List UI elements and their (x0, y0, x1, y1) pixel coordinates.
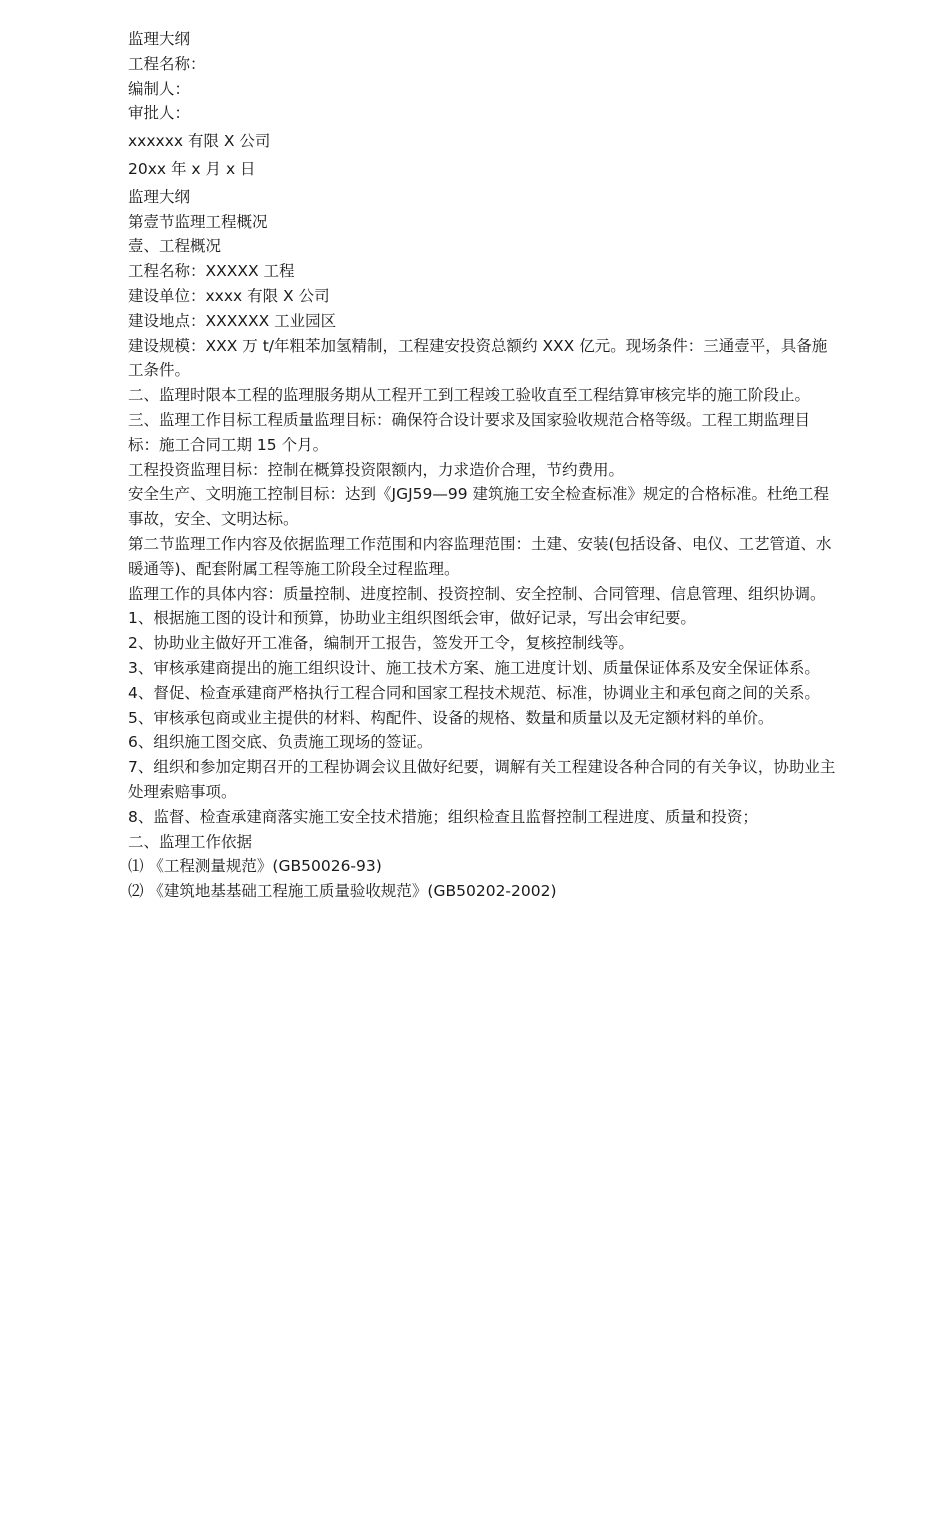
basis-item: ⑵ 《建筑地基基础工程施工质量验收规范》(GB50202-2002) (128, 882, 557, 901)
company-name: xxxxxx 有限 X 公司 (128, 132, 271, 151)
location: 建设地点：XXXXXX 工业园区 (128, 311, 337, 330)
scale-paragraph: 建设规模：XXX 万 t/年粗苯加氢精制，工程建安投资总额约 XXX 亿元。现场条件：三通壹平，具备施工条件。 (128, 336, 828, 380)
list-item: 2、协助业主做好开工准备，编制开工报告，签发开工令，复核控制线等。 (128, 634, 634, 653)
investment-goal: 工程投资监理目标：控制在概算投资限额内，力求造价合理，节约费用。 (128, 460, 625, 479)
cover-title: 监理大纲 (128, 30, 191, 48)
basis-heading: 二、监理工作依据 (128, 832, 253, 851)
specific-content-paragraph: 监理工作的具体内容：质量控制、进度控制、投资控制、安全控制、合同管理、信息管理、组织协调。 (128, 584, 826, 603)
sub1-heading: 壹、工程概况 (128, 237, 222, 256)
section2-scope-paragraph: 第二节监理工作内容及依据监理工作范围和内容监理范围：土建、安装(包括设备、电仪、工艺管道、水暖通等)、配套附属工程等施工阶段全过程监理。 (128, 534, 832, 578)
list-item: 7、组织和参加定期召开的工程协调会议且做好纪要，调解有关工程建设各种合同的有关争议，协助业主处理索赔事项。 (128, 758, 836, 801)
document-date: 20xx 年 x 月 x 日 (128, 159, 256, 178)
approver-label: 审批人： (128, 104, 191, 123)
list-item: 1、根据施工图的设计和预算，协助业主组织图纸会审，做好记录，写出会审纪要。 (128, 609, 696, 628)
section1-heading: 第壹节监理工程概况 (128, 212, 268, 231)
list-item: 5、审核承包商或业主提供的材料、构配件、设备的规格、数量和质量以及无定额材料的单价。 (128, 708, 774, 727)
builder: 建设单位：xxxx 有限 X 公司 (128, 286, 330, 305)
body-title: 监理大纲 (128, 187, 191, 206)
document-page (128, 27, 836, 904)
list-item: 6、组织施工图交底、负责施工现场的签证。 (128, 733, 433, 752)
compiler-label: 编制人： (128, 79, 191, 98)
basis-item: ⑴ 《工程测量规范》(GB50026-93) (128, 857, 382, 876)
project-name-label: 工程名称： (128, 54, 206, 73)
list-item: 8、监督、检查承建商落实施工安全技术措施；组织检查且监督控制工程进度、质量和投资； (128, 807, 758, 826)
list-item: 3、审核承建商提出的施工组织设计、施工技术方案、施工进度计划、质量保证体系及安全保证体系。 (128, 658, 820, 677)
period-goals-paragraph: 二、监理时限本工程的监理服务期从工程开工到工程竣工验收直至工程结算审核完毕的施工阶段止。三、监理工作目标工程质量监理目标：确保符合设计要求及国家验收规范合格等级。工程工期监理目标：施工合同工期 15 个月。 (128, 386, 811, 454)
project-name: 工程名称：XXXXX 工程 (128, 262, 295, 281)
safety-goal-paragraph: 安全生产、文明施工控制目标：达到《JGJ59—99 建筑施工安全检查标准》规定的合格标准。杜绝工程事故，安全、文明达标。 (128, 485, 830, 529)
list-item: 4、督促、检查承建商严格执行工程合同和国家工程技术规范、标准，协调业主和承包商之间的关系。 (128, 683, 820, 702)
